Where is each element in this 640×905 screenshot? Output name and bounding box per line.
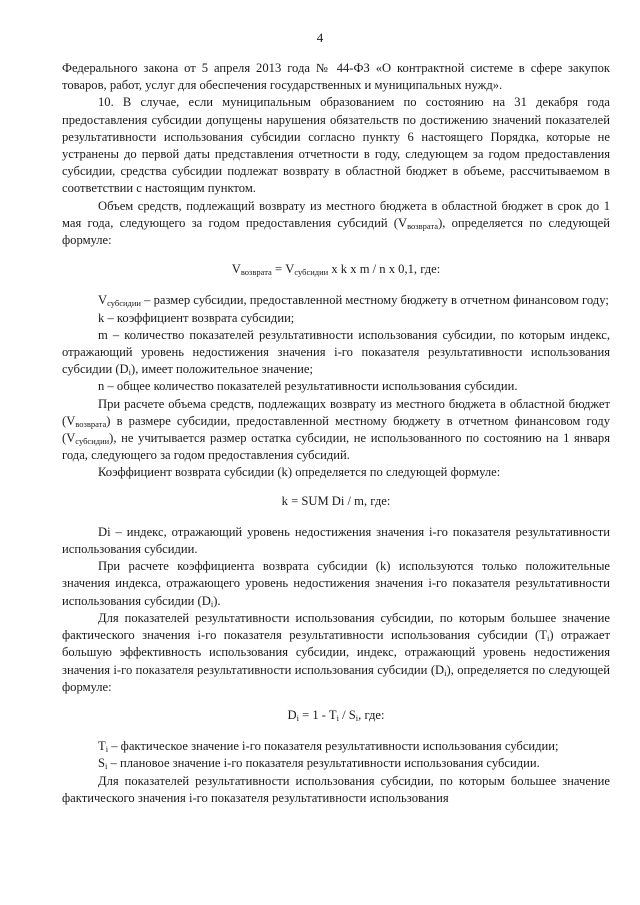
definition-di: Di – индекс, отражающий уровень недостижения значения i-го показателя результативности использования субсидии. bbox=[62, 524, 610, 557]
paragraph-refund-volume: Объем средств, подлежащий возврату из местного бюджета в областной бюджет в срок до 1 мая года, следующего за годом предоставления субсидий $(V_{возврата})$, определяется по следующей формуле: bbox=[62, 198, 610, 248]
formula-index: $D_i = 1 - T_i / S_i$, где: bbox=[287, 707, 385, 723]
document-body bbox=[62, 60, 610, 807]
definition-v-subsidy: $V_{субсидии}$ – размер субсидии, предоставленной местному бюджету в отчетном финансовом году; bbox=[98, 293, 609, 309]
formula-refund: $V_{возврата} = V_{субсидии}$ x k x m / n x 0,1, где: bbox=[231, 262, 441, 278]
definition-si: $S_i$ – плановое значение i-го показателя результативности использования субсидии. bbox=[98, 756, 540, 772]
definition-m: m – количество показателей результативности использования субсидии, по которым индекс, отражающий уровень недостижения значения i-го показателя результативности использования субсидии $(D_i)$, имеет положительное значение; bbox=[62, 327, 610, 378]
definition-n: n – общее количество показателей результативности использования субсидии. bbox=[98, 379, 518, 394]
paragraph-law-reference: Федерального закона от 5 апреля 2013 года № 44-ФЗ «О контрактной системе в сфере закупок товаров, работ, услуг для обеспечения государственных и муниципальных нужд». bbox=[62, 61, 610, 93]
definition-ti: $T_i$ – фактическое значение i-го показателя результативности использования субсидии; bbox=[98, 739, 559, 755]
definition-k: k – коэффициент возврата субсидии; bbox=[98, 310, 295, 325]
paragraph-coefficient-intro: Коэффициент возврата субсидии (k) определяется по следующей формуле: bbox=[98, 465, 501, 480]
paragraph-refund-calc-note: При расчете объема средств, подлежащих возврату из местного бюджета в областной бюджет $(V_{возврата})$ в размере субсидии, предоставленной местному бюджету в отчетном финансовом году $(V_{субсидии})$, не учитывается размер остатка субсидии, не использованного по состоянию на 1 января года, следующего за годом предоставления субсидий. bbox=[62, 396, 610, 463]
page-number: 4 bbox=[316, 30, 324, 45]
paragraph-indicators-higher: Для показателей результативности использования субсидии, по которым большее значение фактического значения i-го показателя результативности использования субсидии $(T_i)$ отражает большую эффективность использования субсидии, индекс, отражающий уровень недостижения значения i-го показателя результативности использования субсидии $(D_i)$, определяется по следующей формуле: bbox=[62, 610, 610, 694]
formula-coefficient: k = SUM Di / m, где: bbox=[281, 493, 391, 508]
paragraph-positive-values: При расчете коэффициента возврата субсидии (k) используются только положительные значения индекса, отражающего уровень недостижения значения i-го показателя результативности использования субсидии $(D_i)$. bbox=[62, 559, 610, 609]
paragraph-10: 10. В случае, если муниципальным образованием по состоянию на 31 декабря года предоставления субсидии допущены нарушения обязательств по достижению значений показателей результативности использования субсидии согласно пункту 6 настоящего Порядка, которые не устранены до первой даты представления отчетности в году, следующем за годом предоставления субсидии, средства субсидии подлежат возврату в областной бюджет в объеме, рассчитываемом в соответствии с настоящим пунктом. bbox=[62, 95, 610, 196]
paragraph-indicators-continued: Для показателей результативности использования субсидии, по которым большее значение фактического значения i-го показателя результативности использования bbox=[62, 773, 610, 805]
